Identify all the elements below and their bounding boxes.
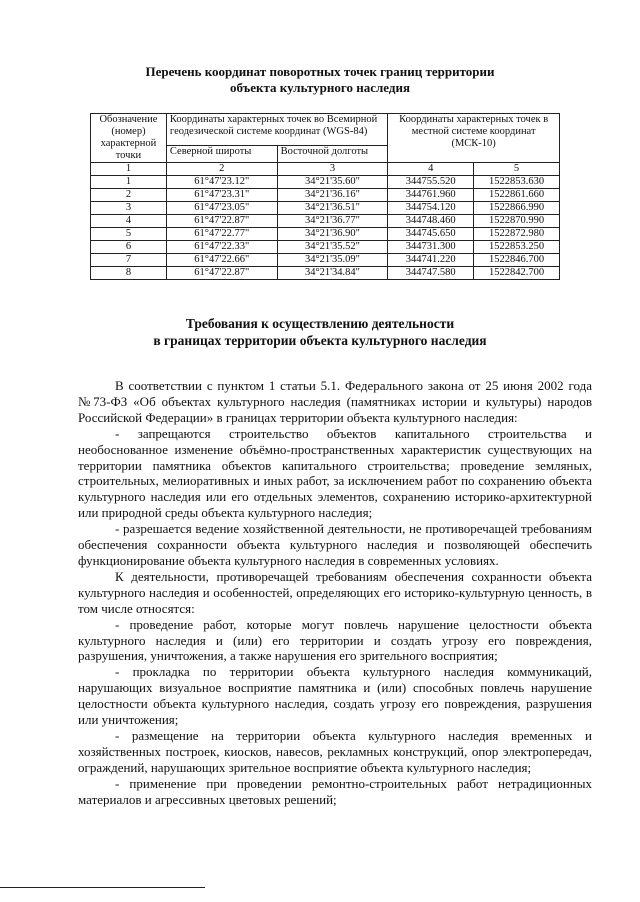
body-text (78, 378, 592, 807)
header-latitude: Северной широты (166, 146, 277, 163)
latitude: 61°47'23.12" (166, 176, 277, 189)
longitude: 34°21'34.84" (277, 267, 388, 280)
list-item: - проведение работ, которые могут повлечь нарушение целостности объекта культурного наследия и (или) его территории и создать угрозу его повреждения, разрушения, уничтожения, а также нарушения его зрительного восприятия; (78, 616, 592, 664)
local-y: 1522870.990 (474, 215, 560, 228)
local-x: 344745.650 (388, 228, 474, 241)
column-number: 1 (91, 163, 167, 176)
column-number: 3 (277, 163, 388, 176)
local-x: 344747.580 (388, 267, 474, 280)
table-row (91, 215, 560, 228)
longitude: 34°21'36.16" (277, 189, 388, 202)
point-number: 6 (91, 241, 167, 254)
point-number: 4 (91, 215, 167, 228)
latitude: 61°47'23.05" (166, 202, 277, 215)
local-x: 344754.120 (388, 202, 474, 215)
longitude: 34°21'35.60" (277, 176, 388, 189)
local-y: 1522846.700 (474, 254, 560, 267)
latitude: 61°47'23.31" (166, 189, 277, 202)
paragraph-permitted: - разрешается ведение хозяйственной деятельности, не противоречащей требованиям обеспечения сохранности объекта культурного наследия и позволяющей обеспечить функционирование объекта культурного наследия в современных условиях. (78, 521, 592, 568)
table-row (91, 254, 560, 267)
local-x: 344748.460 (388, 215, 474, 228)
list-item: - применение при проведении ремонтно-строительных работ нетрадиционных материалов и агрессивных цветовых решений; (78, 775, 592, 807)
paragraph-contrary-activity: К деятельности, противоречащей требованиям обеспечения сохранности объекта культурного наследия и особенностей, определяющих его историко-культурную ценность, в том числе относятся: (78, 568, 592, 616)
local-y: 1522853.250 (474, 241, 560, 254)
requirements-title-line-2: в границах территории объекта культурного наследия (153, 333, 487, 348)
longitude: 34°21'35.52" (277, 241, 388, 254)
point-number: 5 (91, 228, 167, 241)
point-number: 7 (91, 254, 167, 267)
table-row (91, 267, 560, 280)
point-number: 1 (91, 176, 167, 189)
local-x: 344741.220 (388, 254, 474, 267)
column-number: 4 (388, 163, 474, 176)
latitude: 61°47'22.33" (166, 241, 277, 254)
point-number: 8 (91, 267, 167, 280)
table-row (91, 176, 560, 189)
longitude: 34°21'35.09" (277, 254, 388, 267)
column-number: 2 (166, 163, 277, 176)
header-longitude: Восточной долготы (277, 146, 388, 163)
paragraph-intro: В соответствии с пунктом 1 статьи 5.1. Федерального закона от 25 июня 2002 года №73-ФЗ «Об объектах культурного наследия (памятниках истории и культуры) народов Российской Федерации» в границах территории объекта культурного наследия: (78, 378, 592, 425)
latitude: 61°47'22.87" (166, 267, 277, 280)
title-line-2: объекта культурного наследия (230, 80, 410, 95)
point-number: 3 (91, 202, 167, 215)
header-wgs84: Координаты характерных точек во Всемирной геодезической системе координат (WGS-84) (166, 114, 387, 146)
local-y: 1522866.990 (474, 202, 560, 215)
header-msk10: Координаты характерных точек в местной системе координат (МСК-10) (388, 114, 560, 163)
table-row (91, 202, 560, 215)
latitude: 61°47'22.66" (166, 254, 277, 267)
longitude: 34°21'36.51" (277, 202, 388, 215)
latitude: 61°47'22.77" (166, 228, 277, 241)
requirements-title-line-1: Требования к осуществлению деятельности (185, 316, 455, 331)
table-row (91, 189, 560, 202)
local-y: 1522861.660 (474, 189, 560, 202)
local-x: 344761.960 (388, 189, 474, 202)
table-row (91, 228, 560, 241)
longitude: 34°21'36.77" (277, 215, 388, 228)
local-x: 344755.520 (388, 176, 474, 189)
requirements-title (0, 315, 640, 349)
column-number: 5 (474, 163, 560, 176)
title-line-1: Перечень координат поворотных точек границ территории (145, 64, 495, 79)
table-row (91, 241, 560, 254)
coordinates-title (0, 64, 640, 96)
coordinates-table (90, 113, 560, 280)
latitude: 61°47'22.87" (166, 215, 277, 228)
local-y: 1522842.700 (474, 267, 560, 280)
header-point-number: Обозначение (номер) характерной точки (91, 114, 167, 163)
local-y: 1522853.630 (474, 176, 560, 189)
list-item: - размещение на территории объекта культурного наследия временных и хозяйственных построек, киосков, навесов, рекламных конструкций, опор электропередач, ограждений, нарушающих зрительное восприятие объекта культурного наследия; (78, 727, 592, 775)
footnote-divider (0, 887, 205, 888)
list-item: - прокладка по территории объекта культурного наследия коммуникаций, нарушающих визуальное восприятие памятника и (или) способных повлечь нарушение целостности объекта культурного наследия, создать угрозу его повреждения, разрушения или уничтожения; (78, 664, 592, 728)
local-y: 1522872.980 (474, 228, 560, 241)
paragraph-prohibited: - запрещаются строительство объектов капитального строительства и необоснованное изменение объёмно-пространственных характеристик существующих на территории памятника объектов капитального строительства; проведение земляных, строительных, мелиоративных и иных работ, за исключением работ по сохранению объекта культурного наследия или его отдельных элементов, сохранению историко-архитектурной или природной среды объекта культурного наследия; (78, 425, 592, 521)
point-number: 2 (91, 189, 167, 202)
column-number-row (91, 163, 560, 176)
longitude: 34°21'36.90" (277, 228, 388, 241)
local-x: 344731.300 (388, 241, 474, 254)
